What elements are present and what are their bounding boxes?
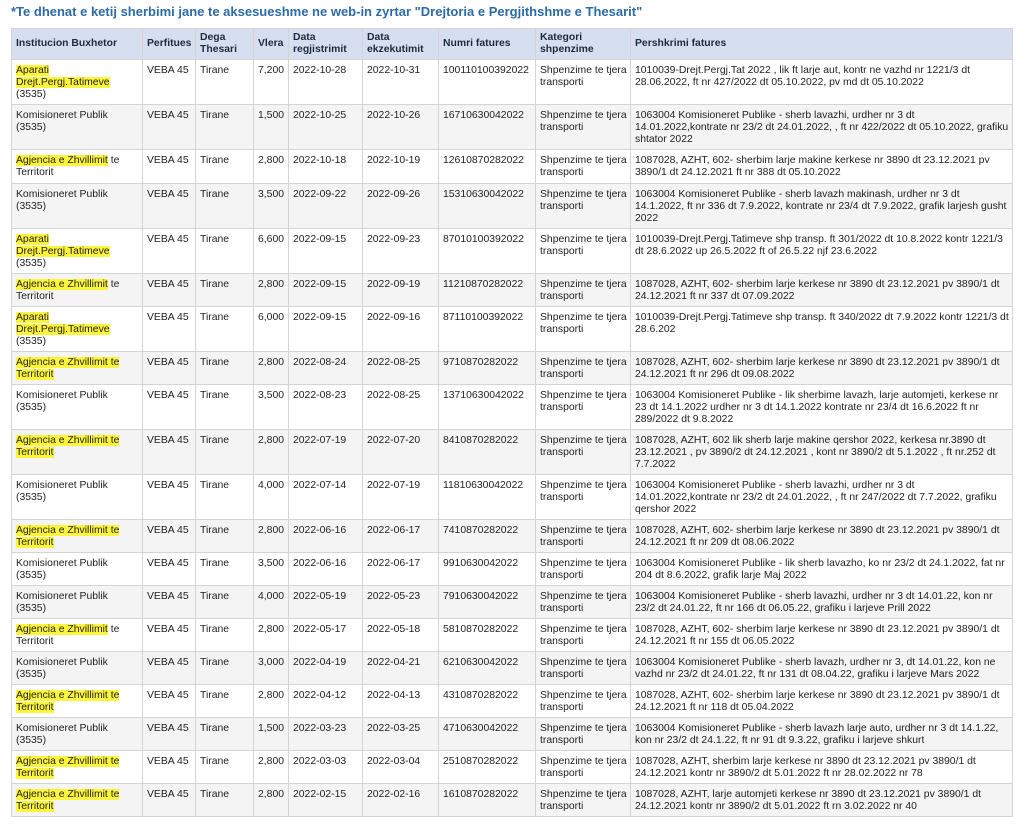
highlighted-institution: Aparati Drejt.Pergj.Tatimeve bbox=[16, 65, 110, 88]
table-row bbox=[12, 685, 1013, 718]
pershkrimi-cell: 1087028, AZHT, 602- sherbim larje kerkese nr 3890 dt 23.12.2021 pv 3890/1 dt 24.12.2021 ft nr 337 dt 07.09.2022 bbox=[631, 274, 1013, 307]
numri-fatures-cell: 7910630042022 bbox=[439, 586, 536, 619]
data-regjistrimit-cell: 2022-08-24 bbox=[289, 352, 363, 385]
institution-text: Komisioneret Publik (3535) bbox=[16, 110, 108, 133]
vlera-cell: 4,000 bbox=[254, 475, 289, 520]
institucion-cell bbox=[12, 105, 143, 150]
kategori-cell: Shpenzime te tjera transporti bbox=[536, 307, 631, 352]
data-ekzekutimit-cell: 2022-09-26 bbox=[363, 184, 439, 229]
vlera-cell: 3,500 bbox=[254, 553, 289, 586]
numri-fatures-cell: 12610870282022 bbox=[439, 150, 536, 184]
data-ekzekutimit-cell: 2022-04-13 bbox=[363, 685, 439, 718]
dega-cell: Tirane bbox=[196, 784, 254, 817]
perfitues-cell: VEBA 45 bbox=[143, 60, 196, 105]
institucion-cell bbox=[12, 718, 143, 751]
institucion-cell bbox=[12, 553, 143, 586]
kategori-cell: Shpenzime te tjera transporti bbox=[536, 229, 631, 274]
dega-cell: Tirane bbox=[196, 718, 254, 751]
institution-text: te Territorit bbox=[16, 279, 120, 302]
data-ekzekutimit-cell: 2022-10-26 bbox=[363, 105, 439, 150]
col-header[interactable]: Data regjistrimit bbox=[289, 29, 363, 60]
perfitues-cell: VEBA 45 bbox=[143, 150, 196, 184]
data-ekzekutimit-cell: 2022-07-19 bbox=[363, 475, 439, 520]
data-ekzekutimit-cell: 2022-06-17 bbox=[363, 553, 439, 586]
vlera-cell: 3,500 bbox=[254, 184, 289, 229]
highlighted-institution: Agjencia e Zhvillimit te Territorit bbox=[16, 435, 120, 458]
institucion-cell bbox=[12, 784, 143, 817]
kategori-cell: Shpenzime te tjera transporti bbox=[536, 274, 631, 307]
institucion-cell bbox=[12, 586, 143, 619]
numri-fatures-cell: 15310630042022 bbox=[439, 184, 536, 229]
data-ekzekutimit-cell: 2022-10-19 bbox=[363, 150, 439, 184]
institucion-cell bbox=[12, 60, 143, 105]
table-row bbox=[12, 150, 1013, 184]
table-row bbox=[12, 751, 1013, 784]
data-regjistrimit-cell: 2022-09-22 bbox=[289, 184, 363, 229]
dega-cell: Tirane bbox=[196, 184, 254, 229]
vlera-cell: 2,800 bbox=[254, 619, 289, 652]
table-row bbox=[12, 60, 1013, 105]
pershkrimi-cell: 1063004 Komisioneret Publike - sherb lavazhi, urdher nr 3 dt 14.01.22, kon nr 23/2 dt 24.01.22, ft nr 166 dt 06.05.22, grafiku i larjeve Prill 2022 bbox=[631, 586, 1013, 619]
institucion-cell bbox=[12, 307, 143, 352]
institucion-cell bbox=[12, 520, 143, 553]
perfitues-cell: VEBA 45 bbox=[143, 718, 196, 751]
perfitues-cell: VEBA 45 bbox=[143, 385, 196, 430]
vlera-cell: 6,600 bbox=[254, 229, 289, 274]
highlighted-institution: Aparati Drejt.Pergj.Tatimeve bbox=[16, 234, 110, 257]
table-row bbox=[12, 307, 1013, 352]
kategori-cell: Shpenzime te tjera transporti bbox=[536, 184, 631, 229]
pershkrimi-cell: 1063004 Komisioneret Publike - sherb lavazh larje auto, urdher nr 3 dt 14.1.22, kon nr 23/2 dt 24.1.22, ft nr 91 dt 9.3.22, grafiku i larjeve shkurt bbox=[631, 718, 1013, 751]
pershkrimi-cell: 1010039-Drejt.Pergj.Tatimeve shp transp. ft 301/2022 dt 10.8.2022 kontr 1221/3 dt 28.6.2022 up 26.5.2022 ft of 26.5.22 njf 23.6.2022 bbox=[631, 229, 1013, 274]
pershkrimi-cell: 1010039-Drejt.Pergj.Tat 2022 , lik ft larje aut, kontr ne vazhd nr 1221/3 dt 28.06.2022, ft nr 427/2022 dt 05.10.2022, pv md dt 05.10.2022 bbox=[631, 60, 1013, 105]
pershkrimi-cell: 1087028, AZHT, sherbim larje kerkese nr 3890 dt 23.12.2021 pv 3890/1 dt 24.12.2021 kontr nr 3890/2 dt 5.01.2022 ft nr 28.02.2022 nr 78 bbox=[631, 751, 1013, 784]
vlera-cell: 3,000 bbox=[254, 652, 289, 685]
numri-fatures-cell: 6210630042022 bbox=[439, 652, 536, 685]
highlighted-institution: Agjencia e Zhvillimit te Territorit bbox=[16, 525, 120, 548]
institution-text: Komisioneret Publik (3535) bbox=[16, 723, 108, 746]
numri-fatures-cell: 87110100392022 bbox=[439, 307, 536, 352]
highlighted-institution: Agjencia e Zhvillimit te Territorit bbox=[16, 690, 120, 713]
perfitues-cell: VEBA 45 bbox=[143, 619, 196, 652]
kategori-cell: Shpenzime te tjera transporti bbox=[536, 685, 631, 718]
kategori-cell: Shpenzime te tjera transporti bbox=[536, 652, 631, 685]
data-regjistrimit-cell: 2022-10-28 bbox=[289, 60, 363, 105]
vlera-cell: 2,800 bbox=[254, 430, 289, 475]
data-ekzekutimit-cell: 2022-05-18 bbox=[363, 619, 439, 652]
data-regjistrimit-cell: 2022-09-15 bbox=[289, 307, 363, 352]
table-header-row bbox=[12, 29, 1013, 60]
dega-cell: Tirane bbox=[196, 586, 254, 619]
notice-text: *Te dhenat e ketij sherbimi jane te aksesueshme ne web-in zyrtar "Drejtoria e Pergjithshme e Thesarit" bbox=[11, 4, 643, 19]
data-regjistrimit-cell: 2022-09-15 bbox=[289, 229, 363, 274]
dega-cell: Tirane bbox=[196, 475, 254, 520]
perfitues-cell: VEBA 45 bbox=[143, 520, 196, 553]
vlera-cell: 2,800 bbox=[254, 520, 289, 553]
dega-cell: Tirane bbox=[196, 274, 254, 307]
data-regjistrimit-cell: 2022-05-19 bbox=[289, 586, 363, 619]
institution-text: te Territorit bbox=[16, 624, 120, 647]
highlighted-institution: Agjencia e Zhvillimit bbox=[16, 624, 108, 635]
kategori-cell: Shpenzime te tjera transporti bbox=[536, 430, 631, 475]
vlera-cell: 3,500 bbox=[254, 385, 289, 430]
pershkrimi-cell: 1063004 Komisioneret Publike - sherb lavazhi, urdher nr 3 dt 14.01.2022,kontrate nr 23/2 dt 24.01.2022, , ft nr 247/2022 dt 7.7.2022, grafiku qershor 2022 bbox=[631, 475, 1013, 520]
institucion-cell bbox=[12, 652, 143, 685]
institution-text: (3535) bbox=[16, 336, 47, 347]
highlighted-institution: Agjencia e Zhvillimit te Territorit bbox=[16, 789, 120, 812]
data-regjistrimit-cell: 2022-07-14 bbox=[289, 475, 363, 520]
data-ekzekutimit-cell: 2022-08-25 bbox=[363, 352, 439, 385]
pershkrimi-cell: 1063004 Komisioneret Publike - sherb lavazhi, urdher nr 3 dt 14.01.2022,kontrate nr 23/2 dt 24.01.2022, , ft nr 422/2022 dt 05.10.2022, grafiku shtator 2022 bbox=[631, 105, 1013, 150]
dega-cell: Tirane bbox=[196, 751, 254, 784]
vlera-cell: 7,200 bbox=[254, 60, 289, 105]
institucion-cell bbox=[12, 385, 143, 430]
institution-text: Komisioneret Publik (3535) bbox=[16, 189, 108, 212]
kategori-cell: Shpenzime te tjera transporti bbox=[536, 150, 631, 184]
vlera-cell: 1,500 bbox=[254, 718, 289, 751]
kategori-cell: Shpenzime te tjera transporti bbox=[536, 586, 631, 619]
perfitues-cell: VEBA 45 bbox=[143, 475, 196, 520]
vlera-cell: 6,000 bbox=[254, 307, 289, 352]
pershkrimi-cell: 1010039-Drejt.Pergj.Tatimeve shp transp. ft 340/2022 dt 7.9.2022 kontr 1221/3 dt 28.6.202 bbox=[631, 307, 1013, 352]
institution-text: Komisioneret Publik (3535) bbox=[16, 558, 108, 581]
col-header[interactable]: Data ekzekutimit bbox=[363, 29, 439, 60]
table-row bbox=[12, 385, 1013, 430]
numri-fatures-cell: 1610870282022 bbox=[439, 784, 536, 817]
data-regjistrimit-cell: 2022-09-15 bbox=[289, 274, 363, 307]
table-row bbox=[12, 274, 1013, 307]
institucion-cell bbox=[12, 685, 143, 718]
institucion-cell bbox=[12, 229, 143, 274]
table-row bbox=[12, 105, 1013, 150]
table-row bbox=[12, 229, 1013, 274]
data-regjistrimit-cell: 2022-06-16 bbox=[289, 553, 363, 586]
data-regjistrimit-cell: 2022-10-25 bbox=[289, 105, 363, 150]
kategori-cell: Shpenzime te tjera transporti bbox=[536, 352, 631, 385]
numri-fatures-cell: 9710870282022 bbox=[439, 352, 536, 385]
numri-fatures-cell: 5810870282022 bbox=[439, 619, 536, 652]
institucion-cell bbox=[12, 352, 143, 385]
numri-fatures-cell: 2510870282022 bbox=[439, 751, 536, 784]
table-row bbox=[12, 475, 1013, 520]
data-ekzekutimit-cell: 2022-03-04 bbox=[363, 751, 439, 784]
data-ekzekutimit-cell: 2022-06-17 bbox=[363, 520, 439, 553]
institution-text: Komisioneret Publik (3535) bbox=[16, 390, 108, 413]
dega-cell: Tirane bbox=[196, 150, 254, 184]
col-header[interactable]: Kategori shpenzime bbox=[536, 29, 631, 60]
institution-text: te Territorit bbox=[16, 155, 120, 178]
pershkrimi-cell: 1063004 Komisioneret Publike - sherb lavazh, urdher nr 3, dt 14.01.22, kon ne vazhd nr 23/2 dt 24.01.22, ft nr 131 dt 08.04.22, grafiku i larjeve Mars 2022 bbox=[631, 652, 1013, 685]
institution-text: (3535) bbox=[16, 258, 47, 269]
pershkrimi-cell: 1063004 Komisioneret Publike - sherb lavazh makinash, urdher nr 3 dt 14.1.2022, ft nr 336 dt 7.9.2022, kontrate nr 23/4 dt 7.9.2022, grafik larjesh gusht 2022 bbox=[631, 184, 1013, 229]
vlera-cell: 2,800 bbox=[254, 352, 289, 385]
institucion-cell bbox=[12, 475, 143, 520]
vlera-cell: 1,500 bbox=[254, 105, 289, 150]
data-regjistrimit-cell: 2022-04-19 bbox=[289, 652, 363, 685]
kategori-cell: Shpenzime te tjera transporti bbox=[536, 385, 631, 430]
dega-cell: Tirane bbox=[196, 352, 254, 385]
data-regjistrimit-cell: 2022-08-23 bbox=[289, 385, 363, 430]
kategori-cell: Shpenzime te tjera transporti bbox=[536, 60, 631, 105]
vlera-cell: 2,800 bbox=[254, 751, 289, 784]
table-row bbox=[12, 718, 1013, 751]
perfitues-cell: VEBA 45 bbox=[143, 430, 196, 475]
data-regjistrimit-cell: 2022-10-18 bbox=[289, 150, 363, 184]
kategori-cell: Shpenzime te tjera transporti bbox=[536, 105, 631, 150]
data-ekzekutimit-cell: 2022-09-19 bbox=[363, 274, 439, 307]
data-ekzekutimit-cell: 2022-09-16 bbox=[363, 307, 439, 352]
pershkrimi-cell: 1087028, AZHT, 602- sherbim larje kerkese nr 3890 dt 23.12.2021 pv 3890/1 dt 24.12.2021 ft nr 209 dt 08.06.2022 bbox=[631, 520, 1013, 553]
dega-cell: Tirane bbox=[196, 430, 254, 475]
pershkrimi-cell: 1087028, AZHT, 602- sherbim larje kerkese nr 3890 dt 23.12.2021 pv 3890/1 dt 24.12.2021 ft nr 155 dt 06.05.2022 bbox=[631, 619, 1013, 652]
institucion-cell bbox=[12, 619, 143, 652]
invoice-table bbox=[11, 28, 1013, 817]
perfitues-cell: VEBA 45 bbox=[143, 229, 196, 274]
pershkrimi-cell: 1087028, AZHT, larje automjeti kerkese nr 3890 dt 23.12.2021 pv 3890/1 dt 24.12.2021 kontr nr 3890/2 dt 5.01.2022 ft rn 3.02.2022 nr 40 bbox=[631, 784, 1013, 817]
dega-cell: Tirane bbox=[196, 619, 254, 652]
data-regjistrimit-cell: 2022-05-17 bbox=[289, 619, 363, 652]
kategori-cell: Shpenzime te tjera transporti bbox=[536, 619, 631, 652]
kategori-cell: Shpenzime te tjera transporti bbox=[536, 520, 631, 553]
data-ekzekutimit-cell: 2022-07-20 bbox=[363, 430, 439, 475]
data-ekzekutimit-cell: 2022-02-16 bbox=[363, 784, 439, 817]
perfitues-cell: VEBA 45 bbox=[143, 652, 196, 685]
institucion-cell bbox=[12, 184, 143, 229]
dega-cell: Tirane bbox=[196, 105, 254, 150]
vlera-cell: 4,000 bbox=[254, 586, 289, 619]
perfitues-cell: VEBA 45 bbox=[143, 307, 196, 352]
institution-text: Komisioneret Publik (3535) bbox=[16, 657, 108, 680]
institucion-cell bbox=[12, 150, 143, 184]
numri-fatures-cell: 8410870282022 bbox=[439, 430, 536, 475]
numri-fatures-cell: 7410870282022 bbox=[439, 520, 536, 553]
data-ekzekutimit-cell: 2022-10-31 bbox=[363, 60, 439, 105]
institucion-cell bbox=[12, 274, 143, 307]
dega-cell: Tirane bbox=[196, 229, 254, 274]
table-row bbox=[12, 784, 1013, 817]
data-ekzekutimit-cell: 2022-09-23 bbox=[363, 229, 439, 274]
dega-cell: Tirane bbox=[196, 652, 254, 685]
vlera-cell: 2,800 bbox=[254, 784, 289, 817]
perfitues-cell: VEBA 45 bbox=[143, 784, 196, 817]
perfitues-cell: VEBA 45 bbox=[143, 685, 196, 718]
highlighted-institution: Agjencia e Zhvillimit bbox=[16, 155, 108, 166]
data-ekzekutimit-cell: 2022-05-23 bbox=[363, 586, 439, 619]
pershkrimi-cell: 1087028, AZHT, 602- sherbim larje kerkese nr 3890 dt 23.12.2021 pv 3890/1 dt 24.12.2021 ft nr 118 dt 05.04.2022 bbox=[631, 685, 1013, 718]
col-header[interactable]: Institucion Buxhetor bbox=[12, 29, 143, 60]
dega-cell: Tirane bbox=[196, 60, 254, 105]
col-header[interactable]: Pershkrimi fatures bbox=[631, 29, 1013, 60]
perfitues-cell: VEBA 45 bbox=[143, 274, 196, 307]
table-row bbox=[12, 619, 1013, 652]
vlera-cell: 2,800 bbox=[254, 150, 289, 184]
perfitues-cell: VEBA 45 bbox=[143, 352, 196, 385]
numri-fatures-cell: 13710630042022 bbox=[439, 385, 536, 430]
kategori-cell: Shpenzime te tjera transporti bbox=[536, 718, 631, 751]
highlighted-institution: Agjencia e Zhvillimit bbox=[16, 279, 108, 290]
institucion-cell bbox=[12, 751, 143, 784]
pershkrimi-cell: 1063004 Komisioneret Publike - lik sherb lavazho, ko nr 23/2 dt 24.1.2022, fat nr 204 dt 8.6.2022, grafik larje Maj 2022 bbox=[631, 553, 1013, 586]
numri-fatures-cell: 11210870282022 bbox=[439, 274, 536, 307]
data-regjistrimit-cell: 2022-04-12 bbox=[289, 685, 363, 718]
numri-fatures-cell: 9910630042022 bbox=[439, 553, 536, 586]
data-regjistrimit-cell: 2022-02-15 bbox=[289, 784, 363, 817]
institucion-cell bbox=[12, 430, 143, 475]
perfitues-cell: VEBA 45 bbox=[143, 553, 196, 586]
institution-text: Komisioneret Publik (3535) bbox=[16, 591, 108, 614]
table-row bbox=[12, 430, 1013, 475]
perfitues-cell: VEBA 45 bbox=[143, 184, 196, 229]
numri-fatures-cell: 87010100392022 bbox=[439, 229, 536, 274]
perfitues-cell: VEBA 45 bbox=[143, 586, 196, 619]
numri-fatures-cell: 11810630042022 bbox=[439, 475, 536, 520]
pershkrimi-cell: 1087028, AZHT, 602- sherbim larje kerkese nr 3890 dt 23.12.2021 pv 3890/1 dt 24.12.2021 ft nr 296 dt 09.08.2022 bbox=[631, 352, 1013, 385]
pershkrimi-cell: 1063004 Komisioneret Publike - lik sherbime lavazh, larje automjeti, kerkese nr 23 dt 14.1.2022 urdher nr 3 dt 14.1.2022 kontrate nr 23/4 dt 16.6.2022 ft nr 289/2022 dt 9.8.2022 bbox=[631, 385, 1013, 430]
numri-fatures-cell: 16710630042022 bbox=[439, 105, 536, 150]
data-regjistrimit-cell: 2022-03-23 bbox=[289, 718, 363, 751]
table-row bbox=[12, 553, 1013, 586]
pershkrimi-cell: 1087028, AZHT, 602- sherbim larje makine kerkese nr 3890 dt 23.12.2021 pv 3890/1 dt 24.12.2021 ft nr 388 dt 05.10.2022 bbox=[631, 150, 1013, 184]
data-ekzekutimit-cell: 2022-04-21 bbox=[363, 652, 439, 685]
highlighted-institution: Agjencia e Zhvillimit te Territorit bbox=[16, 756, 120, 779]
dega-cell: Tirane bbox=[196, 385, 254, 430]
kategori-cell: Shpenzime te tjera transporti bbox=[536, 475, 631, 520]
col-header[interactable]: Dega Thesari bbox=[196, 29, 254, 60]
col-header[interactable]: Perfitues bbox=[143, 29, 196, 60]
table-row bbox=[12, 652, 1013, 685]
data-ekzekutimit-cell: 2022-03-25 bbox=[363, 718, 439, 751]
data-regjistrimit-cell: 2022-03-03 bbox=[289, 751, 363, 784]
perfitues-cell: VEBA 45 bbox=[143, 751, 196, 784]
col-header[interactable]: Numri fatures bbox=[439, 29, 536, 60]
kategori-cell: Shpenzime te tjera transporti bbox=[536, 553, 631, 586]
perfitues-cell: VEBA 45 bbox=[143, 105, 196, 150]
dega-cell: Tirane bbox=[196, 520, 254, 553]
data-regjistrimit-cell: 2022-06-16 bbox=[289, 520, 363, 553]
highlighted-institution: Agjencia e Zhvillimit te Territorit bbox=[16, 357, 120, 380]
table-row bbox=[12, 520, 1013, 553]
kategori-cell: Shpenzime te tjera transporti bbox=[536, 784, 631, 817]
numri-fatures-cell: 4710630042022 bbox=[439, 718, 536, 751]
kategori-cell: Shpenzime te tjera transporti bbox=[536, 751, 631, 784]
dega-cell: Tirane bbox=[196, 307, 254, 352]
vlera-cell: 2,800 bbox=[254, 685, 289, 718]
dega-cell: Tirane bbox=[196, 553, 254, 586]
data-ekzekutimit-cell: 2022-08-25 bbox=[363, 385, 439, 430]
pershkrimi-cell: 1087028, AZHT, 602 lik sherb larje makine qershor 2022, kerkesa nr.3890 dt 23.12.2021 , pv 3890/2 dt 24.12.2021 , kont nr 3890/2 dt 5.1.2022 , ft nr.252 dt 7.7.2022 bbox=[631, 430, 1013, 475]
numri-fatures-cell: 4310870282022 bbox=[439, 685, 536, 718]
table-row bbox=[12, 184, 1013, 229]
dega-cell: Tirane bbox=[196, 685, 254, 718]
col-header[interactable]: Vlera bbox=[254, 29, 289, 60]
table-row bbox=[12, 586, 1013, 619]
vlera-cell: 2,800 bbox=[254, 274, 289, 307]
institution-text: Komisioneret Publik (3535) bbox=[16, 480, 108, 503]
numri-fatures-cell: 100110100392022 bbox=[439, 60, 536, 105]
highlighted-institution: Aparati Drejt.Pergj.Tatimeve bbox=[16, 312, 110, 335]
data-regjistrimit-cell: 2022-07-19 bbox=[289, 430, 363, 475]
table-row bbox=[12, 352, 1013, 385]
institution-text: (3535) bbox=[16, 89, 47, 100]
